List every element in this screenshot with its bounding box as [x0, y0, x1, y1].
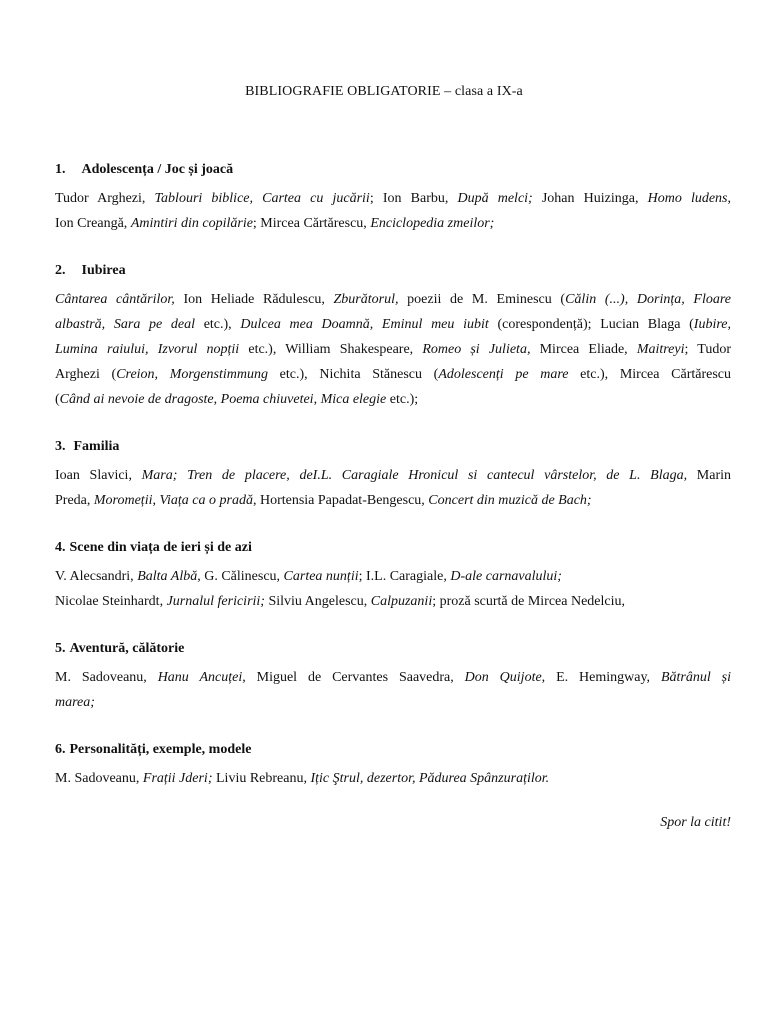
text-run: ,	[213, 392, 221, 407]
section-heading-text: Iubirea	[81, 263, 126, 278]
text-run: Tudor Arghezi,	[55, 191, 155, 206]
text-run: Arghezi (	[55, 367, 117, 382]
section-heading	[55, 261, 731, 287]
text-run: ,	[727, 191, 731, 206]
section-familia	[55, 437, 731, 513]
text-line	[55, 387, 731, 412]
signoff-text: Spor la citit!	[660, 815, 731, 830]
text-run: Nicolae Steinhardt,	[55, 594, 167, 609]
section-body	[55, 186, 731, 236]
text-run: ; Tudor	[684, 342, 732, 357]
work-title: Adolescenți pe mare	[438, 367, 569, 382]
text-line	[55, 665, 731, 690]
section-heading	[55, 538, 731, 564]
text-run: Preda,	[55, 493, 94, 508]
text-run: , G. Călinescu,	[197, 569, 284, 584]
text-run: etc.), William Shakespeare,	[239, 342, 423, 357]
work-title: Poema chiuvetei	[220, 392, 314, 407]
section-heading	[55, 160, 731, 186]
text-run: ; I.L. Caragiale,	[358, 569, 451, 584]
text-run: (corespondență); Lucian Blaga (	[488, 317, 694, 332]
text-run: M. Sadoveanu,	[55, 771, 143, 786]
text-run: ,	[152, 493, 160, 508]
text-run: Ion Heliade Rădulescu,	[174, 292, 334, 307]
text-run: Liviu Rebreanu,	[212, 771, 311, 786]
text-line	[55, 186, 731, 211]
work-title: Lumina raiului, Izvorul nopții	[55, 342, 240, 357]
text-run: M. Sadoveanu,	[55, 670, 158, 685]
text-line	[55, 312, 731, 337]
section-body	[55, 463, 731, 513]
text-run: , Marin	[683, 468, 731, 483]
work-title: Moromeții	[93, 493, 153, 508]
work-title: Concert din muzică de Bach;	[428, 493, 592, 508]
section-iubirea	[55, 261, 731, 412]
work-title: Mica elegie	[320, 392, 387, 407]
work-title: Jurnalul fericirii;	[166, 594, 265, 609]
section-heading-text: Adolescența / Joc și joacă	[81, 162, 234, 177]
text-run: etc.),	[195, 317, 241, 332]
section-number: 3.	[55, 439, 66, 454]
text-line	[55, 362, 731, 387]
work-title: Maitreyi	[636, 342, 685, 357]
section-heading	[55, 639, 731, 665]
text-line	[55, 766, 731, 791]
section-body	[55, 564, 731, 614]
work-title: Bătrânul și	[660, 670, 731, 685]
text-run: ; proză scurtă de Mircea Nedelciu,	[432, 594, 626, 609]
text-run: etc.), Nichita Stănescu (	[268, 367, 439, 382]
section-heading-text: Familia	[73, 439, 120, 454]
section-number: 5.	[55, 641, 66, 656]
text-line	[55, 211, 731, 236]
work-title: Frații Jderi;	[142, 771, 213, 786]
text-run: ; Ion Barbu,	[369, 191, 458, 206]
section-heading-text: Aventură, călătorie	[69, 641, 185, 656]
work-title: Calpuzanii	[370, 594, 433, 609]
text-run: poezii de M. Eminescu (	[398, 292, 566, 307]
work-title: Mara; Tren de placere, deI.L. Caragiale Hronicul si cantecul vârstelor, de L. Blaga	[141, 468, 684, 483]
work-title: marea;	[55, 695, 95, 710]
section-number: 1.	[55, 162, 66, 177]
work-title: Don Quijote,	[464, 670, 546, 685]
text-run: , Miguel de Cervantes Saavedra,	[242, 670, 465, 685]
section-body	[55, 287, 731, 412]
section-number: 2.	[55, 263, 66, 278]
section-heading-text: Personalități, exemple, modele	[69, 742, 252, 757]
text-line	[55, 463, 731, 488]
work-title: Cântarea cântărilor,	[55, 292, 175, 307]
section-body	[55, 665, 731, 715]
work-title: Când ai nevoie de dragoste	[59, 392, 214, 407]
text-line	[55, 589, 731, 614]
work-title: Iubire,	[693, 317, 731, 332]
text-run: ,	[313, 392, 321, 407]
text-line	[55, 564, 731, 589]
work-title: Homo ludens	[647, 191, 728, 206]
section-personalitati	[55, 740, 731, 791]
section-scene-din-viata	[55, 538, 731, 614]
work-title: Călin (...), Dorința, Floare	[565, 292, 731, 307]
text-line	[55, 690, 731, 715]
document-title: BIBLIOGRAFIE OBLIGATORIE – clasa a IX-a	[245, 84, 523, 99]
text-run: Silviu Angelescu,	[264, 594, 371, 609]
section-heading	[55, 437, 731, 463]
work-title: D-ale carnavalului;	[450, 569, 562, 584]
section-body	[55, 766, 731, 791]
text-run: etc.);	[386, 392, 419, 407]
text-run: E. Hemingway,	[545, 670, 661, 685]
work-title: Cartea nunții	[283, 569, 359, 584]
text-run: , Hortensia Papadat-Bengescu,	[252, 493, 429, 508]
work-title: albastră, Sara pe deal	[55, 317, 196, 332]
work-title: Hanu Ancuței	[157, 670, 243, 685]
work-title: Enciclopedia zmeilor;	[370, 216, 495, 231]
text-run: Ion Creangă,	[55, 216, 131, 231]
text-run: Johan Huizinga,	[532, 191, 648, 206]
section-heading	[55, 740, 731, 766]
work-title: Creion, Morgenstimmung	[116, 367, 268, 382]
section-number: 4.	[55, 540, 66, 555]
text-run: ; Mircea Cărtărescu,	[252, 216, 371, 231]
text-line	[55, 287, 731, 312]
section-aventura	[55, 639, 731, 715]
text-run: etc.), Mircea Cărtărescu	[568, 367, 732, 382]
text-run: (	[55, 392, 60, 407]
work-title: Zburătorul,	[333, 292, 399, 307]
work-title: Amintiri din copilărie	[130, 216, 253, 231]
section-number: 6.	[55, 742, 66, 757]
section-adolescenta	[55, 160, 731, 236]
work-title: Viața ca o pradă	[159, 493, 253, 508]
work-title: După melci;	[457, 191, 533, 206]
work-title: Dulcea mea Doamnă, Eminul meu iubit	[240, 317, 489, 332]
section-heading-text: Scene din viața de ieri și de azi	[69, 540, 252, 555]
text-run: Ioan Slavici,	[55, 468, 142, 483]
text-run: Mircea Eliade,	[530, 342, 637, 357]
text-line	[55, 488, 731, 513]
work-title: Tablouri biblice, Cartea cu jucării	[154, 191, 370, 206]
text-line	[55, 337, 731, 362]
work-title: Ițic Ştrul, dezertor, Pădurea Spânzuraților.	[310, 771, 550, 786]
work-title: Balta Albă	[137, 569, 198, 584]
work-title: Romeo și Julieta,	[422, 342, 531, 357]
text-run: V. Alecsandri,	[55, 569, 138, 584]
